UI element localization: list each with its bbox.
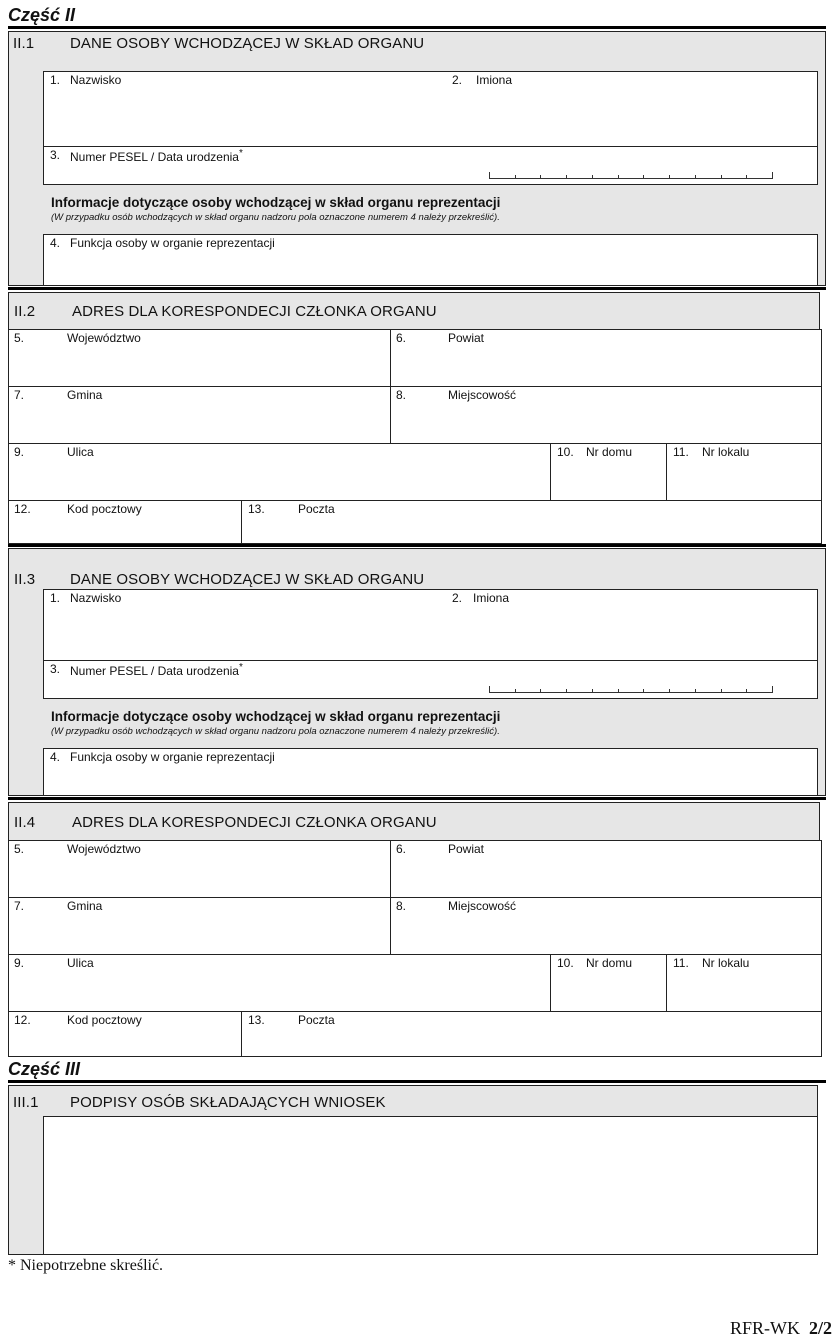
field-pesel-label: [70, 148, 243, 164]
info-title: Informacje dotyczące osoby wchodzącej w skład organu reprezentacji: [51, 709, 501, 724]
field-county-label: Powiat: [448, 842, 485, 856]
field-function-number: 4.: [50, 750, 61, 764]
section-ii1-number: II.1: [13, 35, 35, 52]
pesel-tick: [721, 689, 722, 693]
field-surname[interactable]: [43, 589, 818, 661]
field-locality-label: Miejscowość: [448, 388, 517, 402]
pesel-tick: [540, 689, 541, 693]
pesel-tick: [695, 175, 696, 179]
pesel-tick: [618, 689, 619, 693]
divider: [8, 797, 826, 800]
pesel-tick: [772, 172, 773, 179]
section-ii3-number: II.3: [14, 571, 36, 588]
pesel-tick: [592, 175, 593, 179]
field-first-names-label: Imiona: [473, 591, 510, 605]
divider: [8, 287, 826, 290]
field-pesel-number: 3.: [50, 662, 61, 676]
pesel-digit-boxes[interactable]: [489, 171, 773, 179]
field-function-label: Funkcja osoby w organie reprezentacji: [70, 750, 275, 764]
field-surname[interactable]: [43, 71, 818, 147]
pesel-tick: [489, 686, 490, 693]
divider: [8, 26, 826, 29]
field-street-label: Ulica: [67, 445, 94, 459]
pesel-tick: [695, 689, 696, 693]
field-locality-number: 8.: [396, 899, 407, 913]
field-voivodeship-number: 5.: [14, 331, 25, 345]
info-subtitle: (W przypadku osób wchodzących w skład organu nadzoru pola oznaczone numerem 4 należy przekreślić).: [51, 726, 500, 737]
field-voivodeship-label: Województwo: [67, 331, 141, 345]
field-street-number: 9.: [14, 956, 25, 970]
field-postal-code-label: Kod pocztowy: [67, 502, 142, 516]
page-number: 2/2: [808, 1318, 832, 1338]
pesel-tick: [772, 686, 773, 693]
field-street-label: Ulica: [67, 956, 94, 970]
info-title: Informacje dotyczące osoby wchodzącej w skład organu reprezentacji: [51, 195, 501, 210]
field-surname-number: 1.: [50, 591, 61, 605]
pesel-tick: [566, 175, 567, 179]
section-ii3-title: DANE OSOBY WCHODZĄCEJ W SKŁAD ORGANU: [70, 571, 425, 588]
field-post-office-label: Poczta: [298, 1013, 335, 1027]
pesel-tick: [669, 175, 670, 179]
field-postal-code-number: 12.: [14, 1013, 31, 1027]
divider: [8, 544, 826, 547]
pesel-tick: [540, 175, 541, 179]
field-house-number-label: Nr domu: [586, 956, 633, 970]
pesel-asterisk: *: [238, 148, 243, 159]
pesel-tick: [489, 172, 490, 179]
field-first-names-number: 2.: [452, 73, 463, 87]
pesel-tick: [643, 689, 644, 693]
pesel-tick: [566, 689, 567, 693]
field-county-number: 6.: [396, 331, 407, 345]
field-post-office-number: 13.: [248, 1013, 265, 1027]
field-pesel-label: [70, 662, 243, 678]
pesel-baseline: [489, 178, 773, 179]
field-voivodeship-label: Województwo: [67, 842, 141, 856]
form-code-name: RFR-WK: [729, 1318, 800, 1338]
pesel-tick: [618, 175, 619, 179]
footnote: * Niepotrzebne skreślić.: [8, 1257, 164, 1274]
field-commune-label: Gmina: [67, 899, 103, 913]
pesel-label-text: Numer PESEL / Data urodzenia: [70, 150, 239, 164]
field-county-number: 6.: [396, 842, 407, 856]
field-function-label: Funkcja osoby w organie reprezentacji: [70, 236, 275, 250]
field-house-number-number: 10.: [557, 445, 574, 459]
pesel-tick: [669, 689, 670, 693]
section-ii2-title: ADRES DLA KORESPONDECJI CZŁONKA ORGANU: [72, 303, 437, 320]
field-voivodeship[interactable]: [8, 840, 391, 898]
field-surname-label: Nazwisko: [70, 73, 122, 87]
field-county-label: Powiat: [448, 331, 485, 345]
field-first-names-number: 2.: [452, 591, 463, 605]
field-apartment-number-number: 11.: [673, 445, 689, 459]
field-apartment-number-label: Nr lokalu: [702, 445, 750, 459]
field-house-number-number: 10.: [557, 956, 574, 970]
section-ii1-title: DANE OSOBY WCHODZĄCEJ W SKŁAD ORGANU: [70, 35, 425, 52]
pesel-tick: [515, 689, 516, 693]
field-locality-label: Miejscowość: [448, 899, 517, 913]
field-pesel-number: 3.: [50, 148, 61, 162]
divider: [8, 1080, 826, 1083]
field-post-office-number: 13.: [248, 502, 265, 516]
section-iii1-number: III.1: [13, 1094, 39, 1111]
section-iii1-title: PODPISY OSÓB SKŁADAJĄCYCH WNIOSEK: [70, 1094, 386, 1111]
pesel-tick: [643, 175, 644, 179]
section-ii2-number: II.2: [14, 303, 36, 320]
part-2-title: Część II: [8, 5, 76, 25]
pesel-asterisk: *: [238, 662, 243, 673]
pesel-digit-boxes[interactable]: [489, 685, 773, 693]
field-commune-number: 7.: [14, 899, 25, 913]
signatures-field[interactable]: [43, 1116, 818, 1255]
pesel-tick: [746, 689, 747, 693]
field-voivodeship-number: 5.: [14, 842, 25, 856]
section-ii4-number: II.4: [14, 814, 36, 831]
pesel-tick: [592, 689, 593, 693]
field-commune[interactable]: [8, 897, 391, 955]
field-surname-number: 1.: [50, 73, 61, 87]
field-surname-label: Nazwisko: [70, 591, 122, 605]
pesel-baseline: [489, 692, 773, 693]
section-ii4-title: ADRES DLA KORESPONDECJI CZŁONKA ORGANU: [72, 814, 437, 831]
field-postal-code-label: Kod pocztowy: [67, 1013, 142, 1027]
field-commune-label: Gmina: [67, 388, 103, 402]
field-street-number: 9.: [14, 445, 25, 459]
form-code: [730, 1318, 832, 1339]
field-voivodeship[interactable]: [8, 329, 391, 387]
info-subtitle: (W przypadku osób wchodzących w skład organu nadzoru pola oznaczone numerem 4 należy przekreślić).: [51, 212, 500, 223]
field-commune[interactable]: [8, 386, 391, 444]
field-apartment-number-number: 11.: [673, 956, 689, 970]
pesel-label-text: Numer PESEL / Data urodzenia: [70, 664, 239, 678]
field-commune-number: 7.: [14, 388, 25, 402]
field-locality-number: 8.: [396, 388, 407, 402]
field-apartment-number-label: Nr lokalu: [702, 956, 750, 970]
pesel-tick: [746, 175, 747, 179]
pesel-tick: [515, 175, 516, 179]
field-postal-code-number: 12.: [14, 502, 31, 516]
part-3-title: Część III: [8, 1059, 81, 1079]
field-post-office-label: Poczta: [298, 502, 335, 516]
field-house-number-label: Nr domu: [586, 445, 633, 459]
field-function-number: 4.: [50, 236, 61, 250]
field-first-names-label: Imiona: [476, 73, 513, 87]
pesel-tick: [721, 175, 722, 179]
